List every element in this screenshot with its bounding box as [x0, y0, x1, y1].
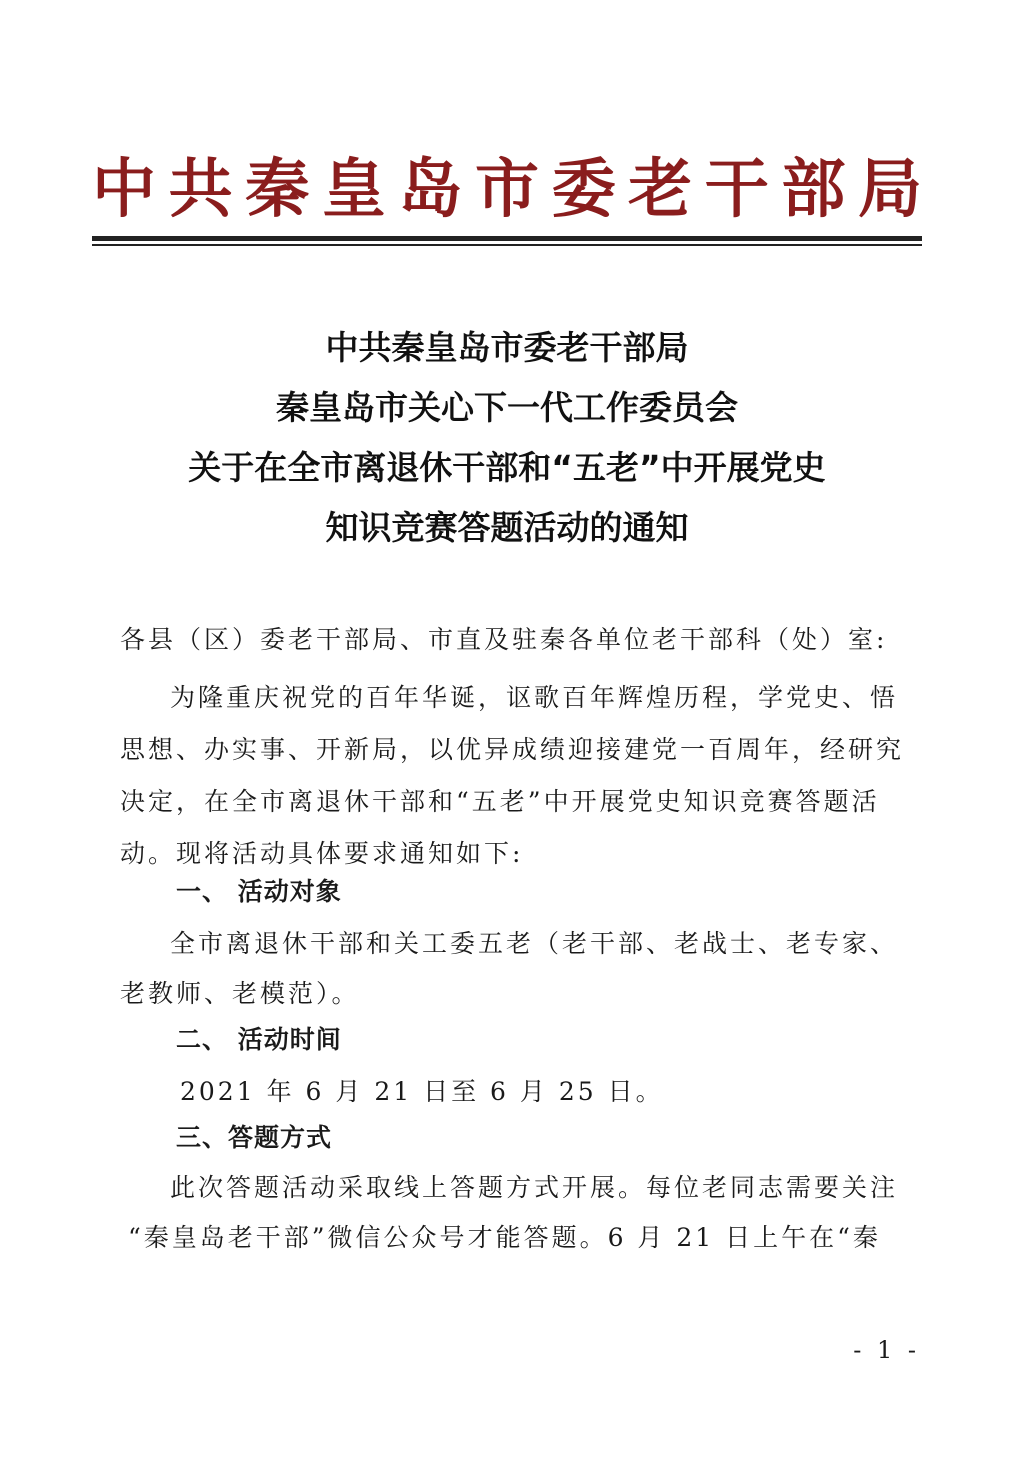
masthead-char: 老 [628, 153, 693, 227]
title-line-4: 知识竞赛答题活动的通知 [325, 508, 689, 547]
section-1-line: 全市离退休干部和关工委五老（老干部、老战士、老专家、 [170, 929, 899, 958]
masthead-char: 局 [857, 153, 922, 227]
title-line-1: 中共秦皇岛市委老干部局 [325, 328, 689, 367]
section-heading-3: 三、答题方式 [176, 1123, 333, 1152]
masthead-char: 干 [704, 153, 769, 227]
intro-line: 决定，在全市离退休干部和“五老”中开展党史知识竞赛答题活 [120, 787, 880, 816]
intro-line: 思想、办实事、开新局，以优异成绩迎接建党一百周年，经研究 [120, 735, 905, 764]
intro-line: 动。现将活动具体要求通知如下: [120, 839, 524, 868]
salutation: 各县（区）委老干部局、市直及驻秦各单位老干部科（处）室: [120, 625, 888, 654]
masthead-char: 委 [551, 153, 616, 227]
section-heading-1: 一、 活动对象 [176, 877, 342, 906]
masthead-char: 秦 [245, 153, 310, 227]
section-2-line: 2021 年 6 月 21 日至 6 月 25 日。 [180, 1077, 664, 1106]
page-number: - 1 - [853, 1336, 920, 1364]
section-3-line: 此次答题活动采取线上答题方式开展。每位老同志需要关注 [170, 1173, 899, 1202]
masthead-char: 岛 [398, 153, 463, 227]
title-line-3: 关于在全市离退休干部和“五老”中开展党史 [188, 448, 826, 487]
masthead-char: 中 [92, 153, 156, 227]
document-title [92, 318, 922, 558]
intro-line: 为隆重庆祝党的百年华诞，讴歌百年辉煌历程，学党史、悟 [170, 683, 899, 712]
masthead-char: 皇 [321, 153, 386, 227]
masthead [92, 150, 922, 230]
masthead-char: 部 [781, 153, 846, 227]
masthead-rule-thin [92, 244, 922, 246]
title-line-2: 秦皇岛市关心下一代工作委员会 [276, 388, 738, 427]
masthead-char: 共 [168, 153, 233, 227]
masthead-char: 市 [474, 153, 539, 227]
section-heading-2: 二、 活动时间 [176, 1025, 342, 1054]
masthead-rule-thick [92, 236, 922, 241]
section-1-line: 老教师、老模范）。 [120, 979, 360, 1008]
section-3-line: “秦皇岛老干部”微信公众号才能答题。6 月 21 日上午在“秦 [128, 1223, 881, 1252]
